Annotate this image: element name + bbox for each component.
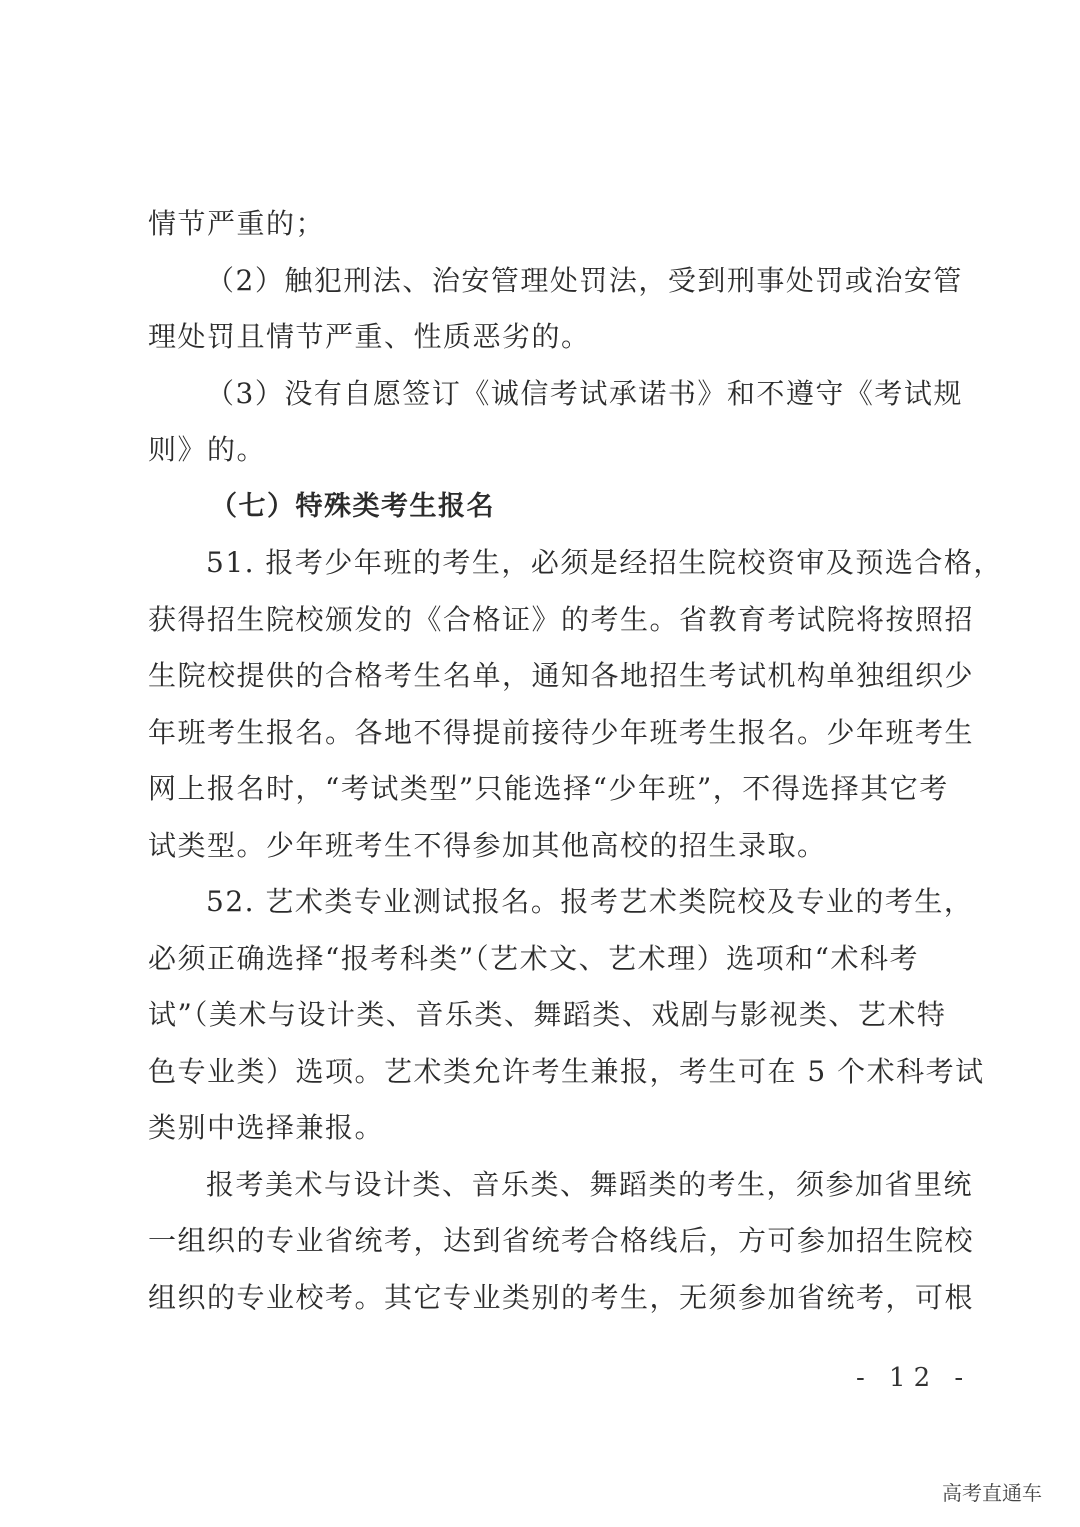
text-line: 色专业类）选项。艺术类允许考生兼报，考生可在 5 个术科考试 (148, 1054, 985, 1088)
text-line: 情节严重的； (148, 207, 326, 240)
text-line: 理处罚且情节严重、性质恶劣的。 (148, 320, 591, 353)
text-line: 网上报名时，“考试类型”只能选择“少年班”，不得选择其它考 (148, 772, 949, 805)
text-line: 则》的。 (148, 433, 267, 466)
text-line: （3）没有自愿签订《诚信考试承诺书》和不遵守《考试规 (206, 376, 963, 410)
text-line: 获得招生院校颁发的《合格证》的考生。省教育考试院将按照招 (148, 602, 975, 636)
text-line: 51. 报考少年班的考生，必须是经招生院校资审及预选合格， (206, 546, 1003, 579)
text-line: 生院校提供的合格考生名单，通知各地招生考试机构单独组织少 (148, 659, 975, 692)
text-line: 必须正确选择“报考科类”（艺术文、艺术理）选项和“术科考 (148, 941, 919, 975)
text-line: 52. 艺术类专业测试报名。报考艺术类院校及专业的考生， (206, 885, 974, 918)
text-line: 年班考生报名。各地不得提前接待少年班考生报名。少年班考生 (148, 715, 975, 749)
watermark-text: 高考直通车 (942, 1481, 1042, 1505)
text-line: 组织的专业校考。其它专业类别的考生，无须参加省统考，可根 (148, 1280, 975, 1314)
page-number: - 12 - (856, 1363, 972, 1393)
text-line: 一组织的专业省统考，达到省统考合格线后，方可参加招生院校 (148, 1224, 975, 1257)
text-line: 试”（美术与设计类、音乐类、舞蹈类、戏剧与影视类、艺术特 (148, 998, 947, 1031)
text-line: 试类型。少年班考生不得参加其他高校的招生录取。 (148, 828, 827, 862)
body-text (148, 196, 1003, 1326)
text-line: 报考美术与设计类、音乐类、舞蹈类的考生，须参加省里统 (206, 1167, 974, 1201)
text-line: 类别中选择兼报。 (148, 1111, 385, 1144)
section-heading: （七）特殊类考生报名 (210, 490, 495, 522)
text-line: （2）触犯刑法、治安管理处罚法，受到刑事处罚或治安管 (206, 263, 963, 297)
